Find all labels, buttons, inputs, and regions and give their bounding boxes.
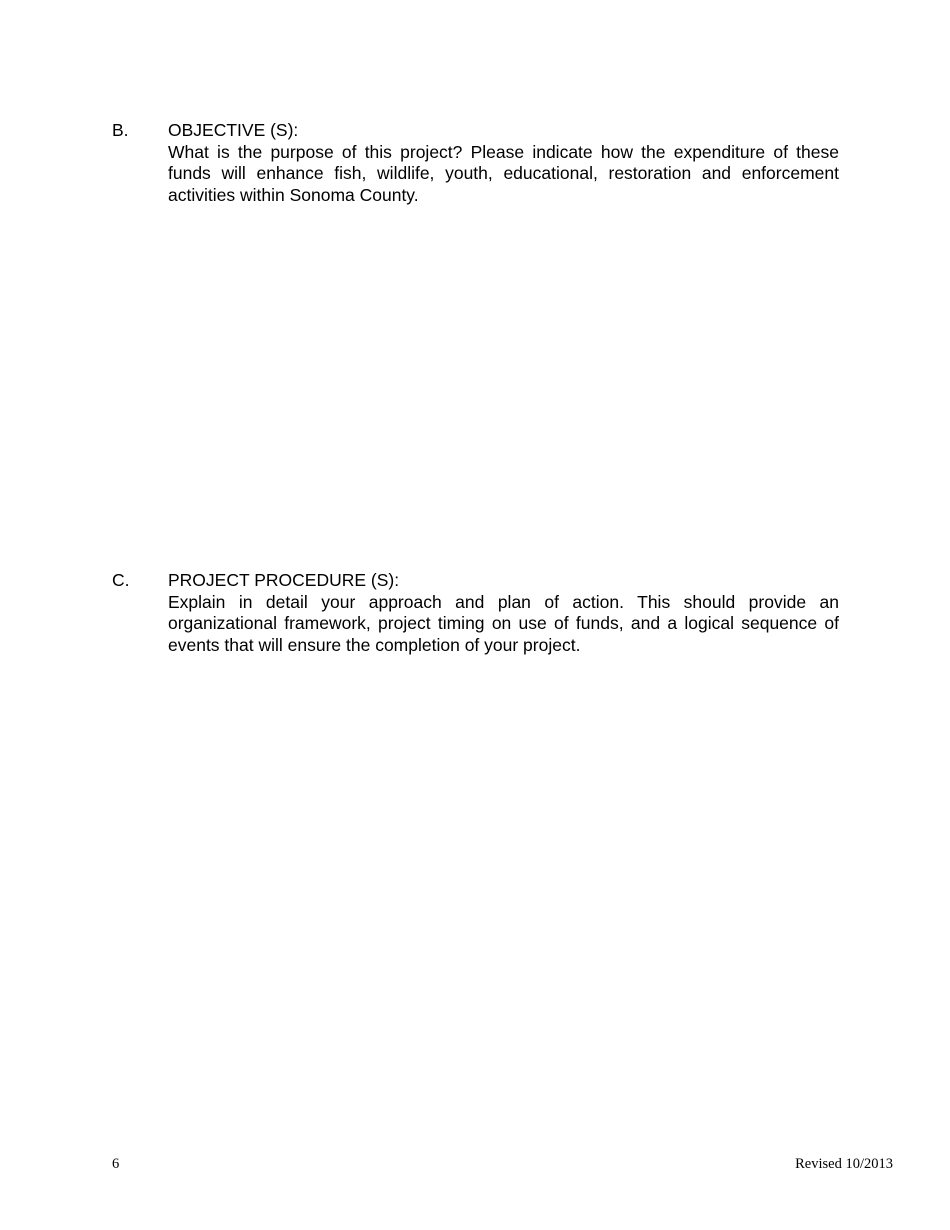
section-instructions: What is the purpose of this project? Please indicate how the expenditure of these funds will enhance fish, wildlife, youth, educational, restoration and enforcement activities within Sonoma County. <box>168 141 839 205</box>
section-heading: OBJECTIVE (S): <box>168 120 299 140</box>
section-project-procedure <box>112 570 839 656</box>
section-objectives <box>112 120 839 206</box>
revision-date: Revised 10/2013 <box>795 1156 893 1172</box>
section-letter: B. <box>112 120 129 140</box>
section-content <box>168 570 839 656</box>
section-heading: PROJECT PROCEDURE (S): <box>168 570 400 590</box>
section-instructions: Explain in detail your approach and plan of action. This should provide an organizational framework, project timing on use of funds, and a logical sequence of events that will ensure the completion of your project. <box>168 591 839 655</box>
section-content <box>168 120 839 206</box>
section-letter: C. <box>112 570 130 590</box>
page-number: 6 <box>112 1156 120 1172</box>
